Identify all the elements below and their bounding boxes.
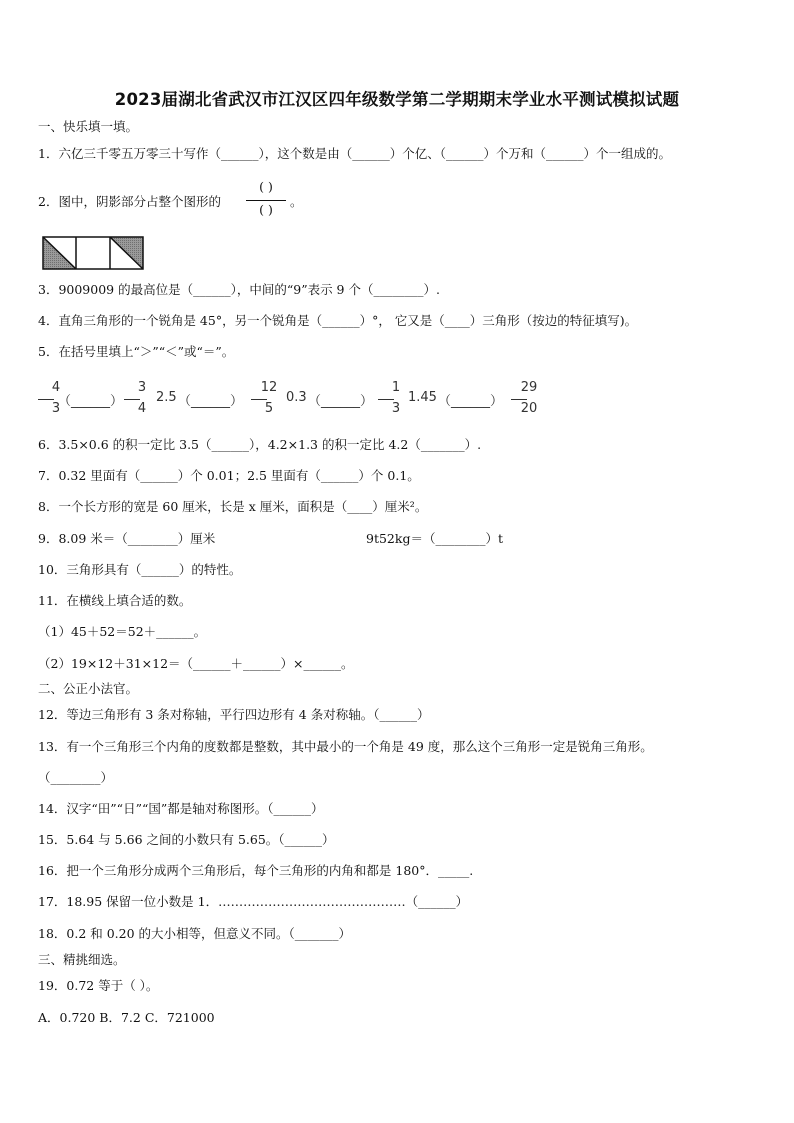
question-19-options: A．0.720 B．7.2 C．721000	[38, 1010, 215, 1025]
question-13: 13．有一个三角形三个内角的度数都是整数，其中最小的一个角是 49 度，那么这个三角形一定是锐角三角形。	[38, 739, 653, 754]
question-11: 11．在横线上填合适的数。	[38, 593, 192, 608]
question-12: 12．等边三角形有 3 条对称轴，平行四边形有 4 条对称轴。（______）	[38, 707, 430, 722]
fraction-denominator: ( )	[259, 202, 273, 217]
question-13-blank: （________）	[38, 770, 114, 785]
section-heading-3: 三、精挑细选。	[38, 952, 126, 967]
question-10: 10．三角形具有（______）的特性。	[38, 562, 242, 577]
decimal-1-45: 1.45	[408, 390, 437, 405]
question-9b: 9t52kg＝（________）t	[366, 531, 503, 546]
question-6: 6．3.5×0.6 的积一定比 3.5（______），4.2×1.3 的积一定比 4.2（_______）.	[38, 437, 482, 452]
question-19: 19．0.72 等于（ ）。	[38, 978, 159, 993]
compare-blank: （______）	[58, 394, 124, 409]
section-heading-1: 一、快乐填一填。	[38, 119, 139, 134]
question-15: 15．5.64 与 5.66 之间的小数只有 5.65。（______）	[38, 832, 335, 847]
question-14: 14．汉字“田”“日”“国”都是轴对称图形。（______）	[38, 801, 324, 816]
section-heading-2: 二、公正小法官。	[38, 681, 139, 696]
question-17: 17．18.95 保留一位小数是 1．………………………………………（______）	[38, 894, 469, 909]
question-1: 1．六亿三千零五万零三十写作（______），这个数是由（______）个亿、（______）个万和（______）个一组成的。	[38, 146, 671, 161]
question-11-part-2: （2）19×12＋31×12＝（______＋______）×______。	[38, 656, 354, 671]
question-9a: 9．8.09 米＝（________）厘米	[38, 531, 216, 546]
question-7: 7．0.32 里面有（______）个 0.01；2.5 里面有（______）个 0.1。	[38, 468, 420, 483]
decimal-2-5: 2.5	[156, 390, 177, 405]
compare-blank: （______）	[308, 394, 374, 409]
compare-blank: （______）	[178, 394, 244, 409]
question-11-part-1: （1）45＋52＝52＋______。	[38, 624, 207, 639]
shaded-figure	[42, 236, 144, 270]
fraction-bar	[246, 200, 286, 201]
question-5: 5．在括号里填上“＞”“＜”或“＝”。	[38, 344, 235, 359]
compare-blank: （______）	[438, 394, 504, 409]
question-2-label: 2．图中，阴影部分占整个图形的	[38, 194, 221, 209]
question-8: 8．一个长方形的宽是 60 厘米，长是 x 厘米，面积是（____）厘米²。	[38, 499, 428, 514]
question-4: 4．直角三角形的一个锐角是 45°，另一个锐角是（______）°， 它又是（____）三角形（按边的特征填写)。	[38, 313, 638, 328]
decimal-0-3: 0.3	[286, 390, 307, 405]
question-18: 18．0.2 和 0.20 的大小相等，但意义不同。（_______）	[38, 926, 352, 941]
question-16: 16．把一个三角形分成两个三角形后，每个三角形的内角和都是 180°．_____.	[38, 863, 474, 878]
question-2-end: 。	[290, 194, 303, 209]
page-title: 2023届湖北省武汉市江汉区四年级数学第二学期期末学业水平测试模拟试题	[114, 90, 680, 109]
fraction-numerator: ( )	[259, 179, 273, 194]
question-3: 3．9009009 的最高位是（______），中间的“9”表示 9 个（________）.	[38, 282, 440, 297]
